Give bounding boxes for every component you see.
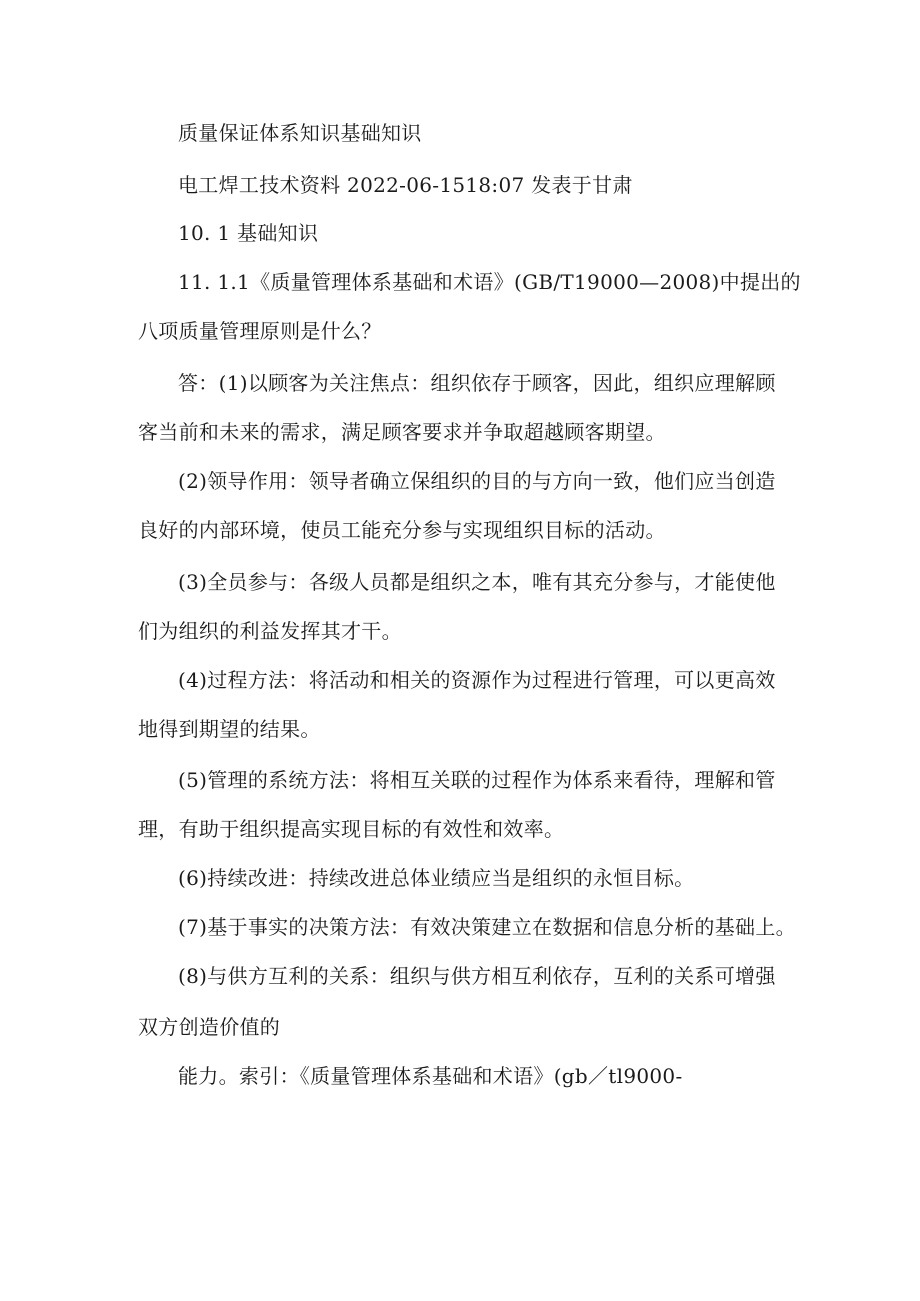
question-line-2: 八项质量管理原则是什么？ [138, 319, 382, 343]
principle-6-line-1: (6)持续改进：持续改进总体业绩应当是组织的永恒目标。 [178, 866, 695, 890]
principle-5-line-2: 理，有助于组织提高实现目标的有效性和效率。 [138, 817, 565, 841]
principle-2-line-1: (2)领导作用：领导者确立保组织的目的与方向一致，他们应当创造 [178, 469, 776, 493]
principle-2-line-2: 良好的内部环境，使员工能充分参与实现组织目标的活动。 [138, 518, 666, 542]
principle-3-line-2: 们为组织的利益发挥其才干。 [138, 619, 402, 643]
closing-line: 能力。索引：《质量管理体系基础和术语》(gb／tl9000- [178, 1064, 683, 1088]
principle-1-line-1: 答：(1)以顾客为关注焦点：组织依存于顾客，因此，组织应理解顾 [178, 371, 776, 395]
principle-7-line-1: (7)基于事实的决策方法：有效决策建立在数据和信息分析的基础上。 [178, 915, 796, 939]
document-title: 质量保证体系知识基础知识 [178, 121, 422, 145]
principle-8-line-1: (8)与供方互利的关系：组织与供方相互利依存，互利的关系可增强 [178, 964, 776, 988]
section-heading: 10. 1 基础知识 [178, 221, 319, 245]
principle-4-line-2: 地得到期望的结果。 [138, 717, 321, 741]
question-line-1: 11. 1.1《质量管理体系基础和术语》(GB/T19000—2008)中提出的 [178, 270, 801, 294]
principle-1-line-2: 客当前和未来的需求，满足顾客要求并争取超越顾客期望。 [138, 420, 666, 444]
document-byline: 电工焊工技术资料 2022-06-1518:07 发表于甘肃 [178, 173, 633, 197]
principle-4-line-1: (4)过程方法：将活动和相关的资源作为过程进行管理，可以更高效 [178, 668, 776, 692]
principle-3-line-1: (3)全员参与：各级人员都是组织之本，唯有其充分参与，才能使他 [178, 570, 776, 594]
principle-8-line-2: 双方创造价值的 [138, 1015, 281, 1039]
principle-5-line-1: (5)管理的系统方法：将相互关联的过程作为体系来看待，理解和管 [178, 768, 776, 792]
